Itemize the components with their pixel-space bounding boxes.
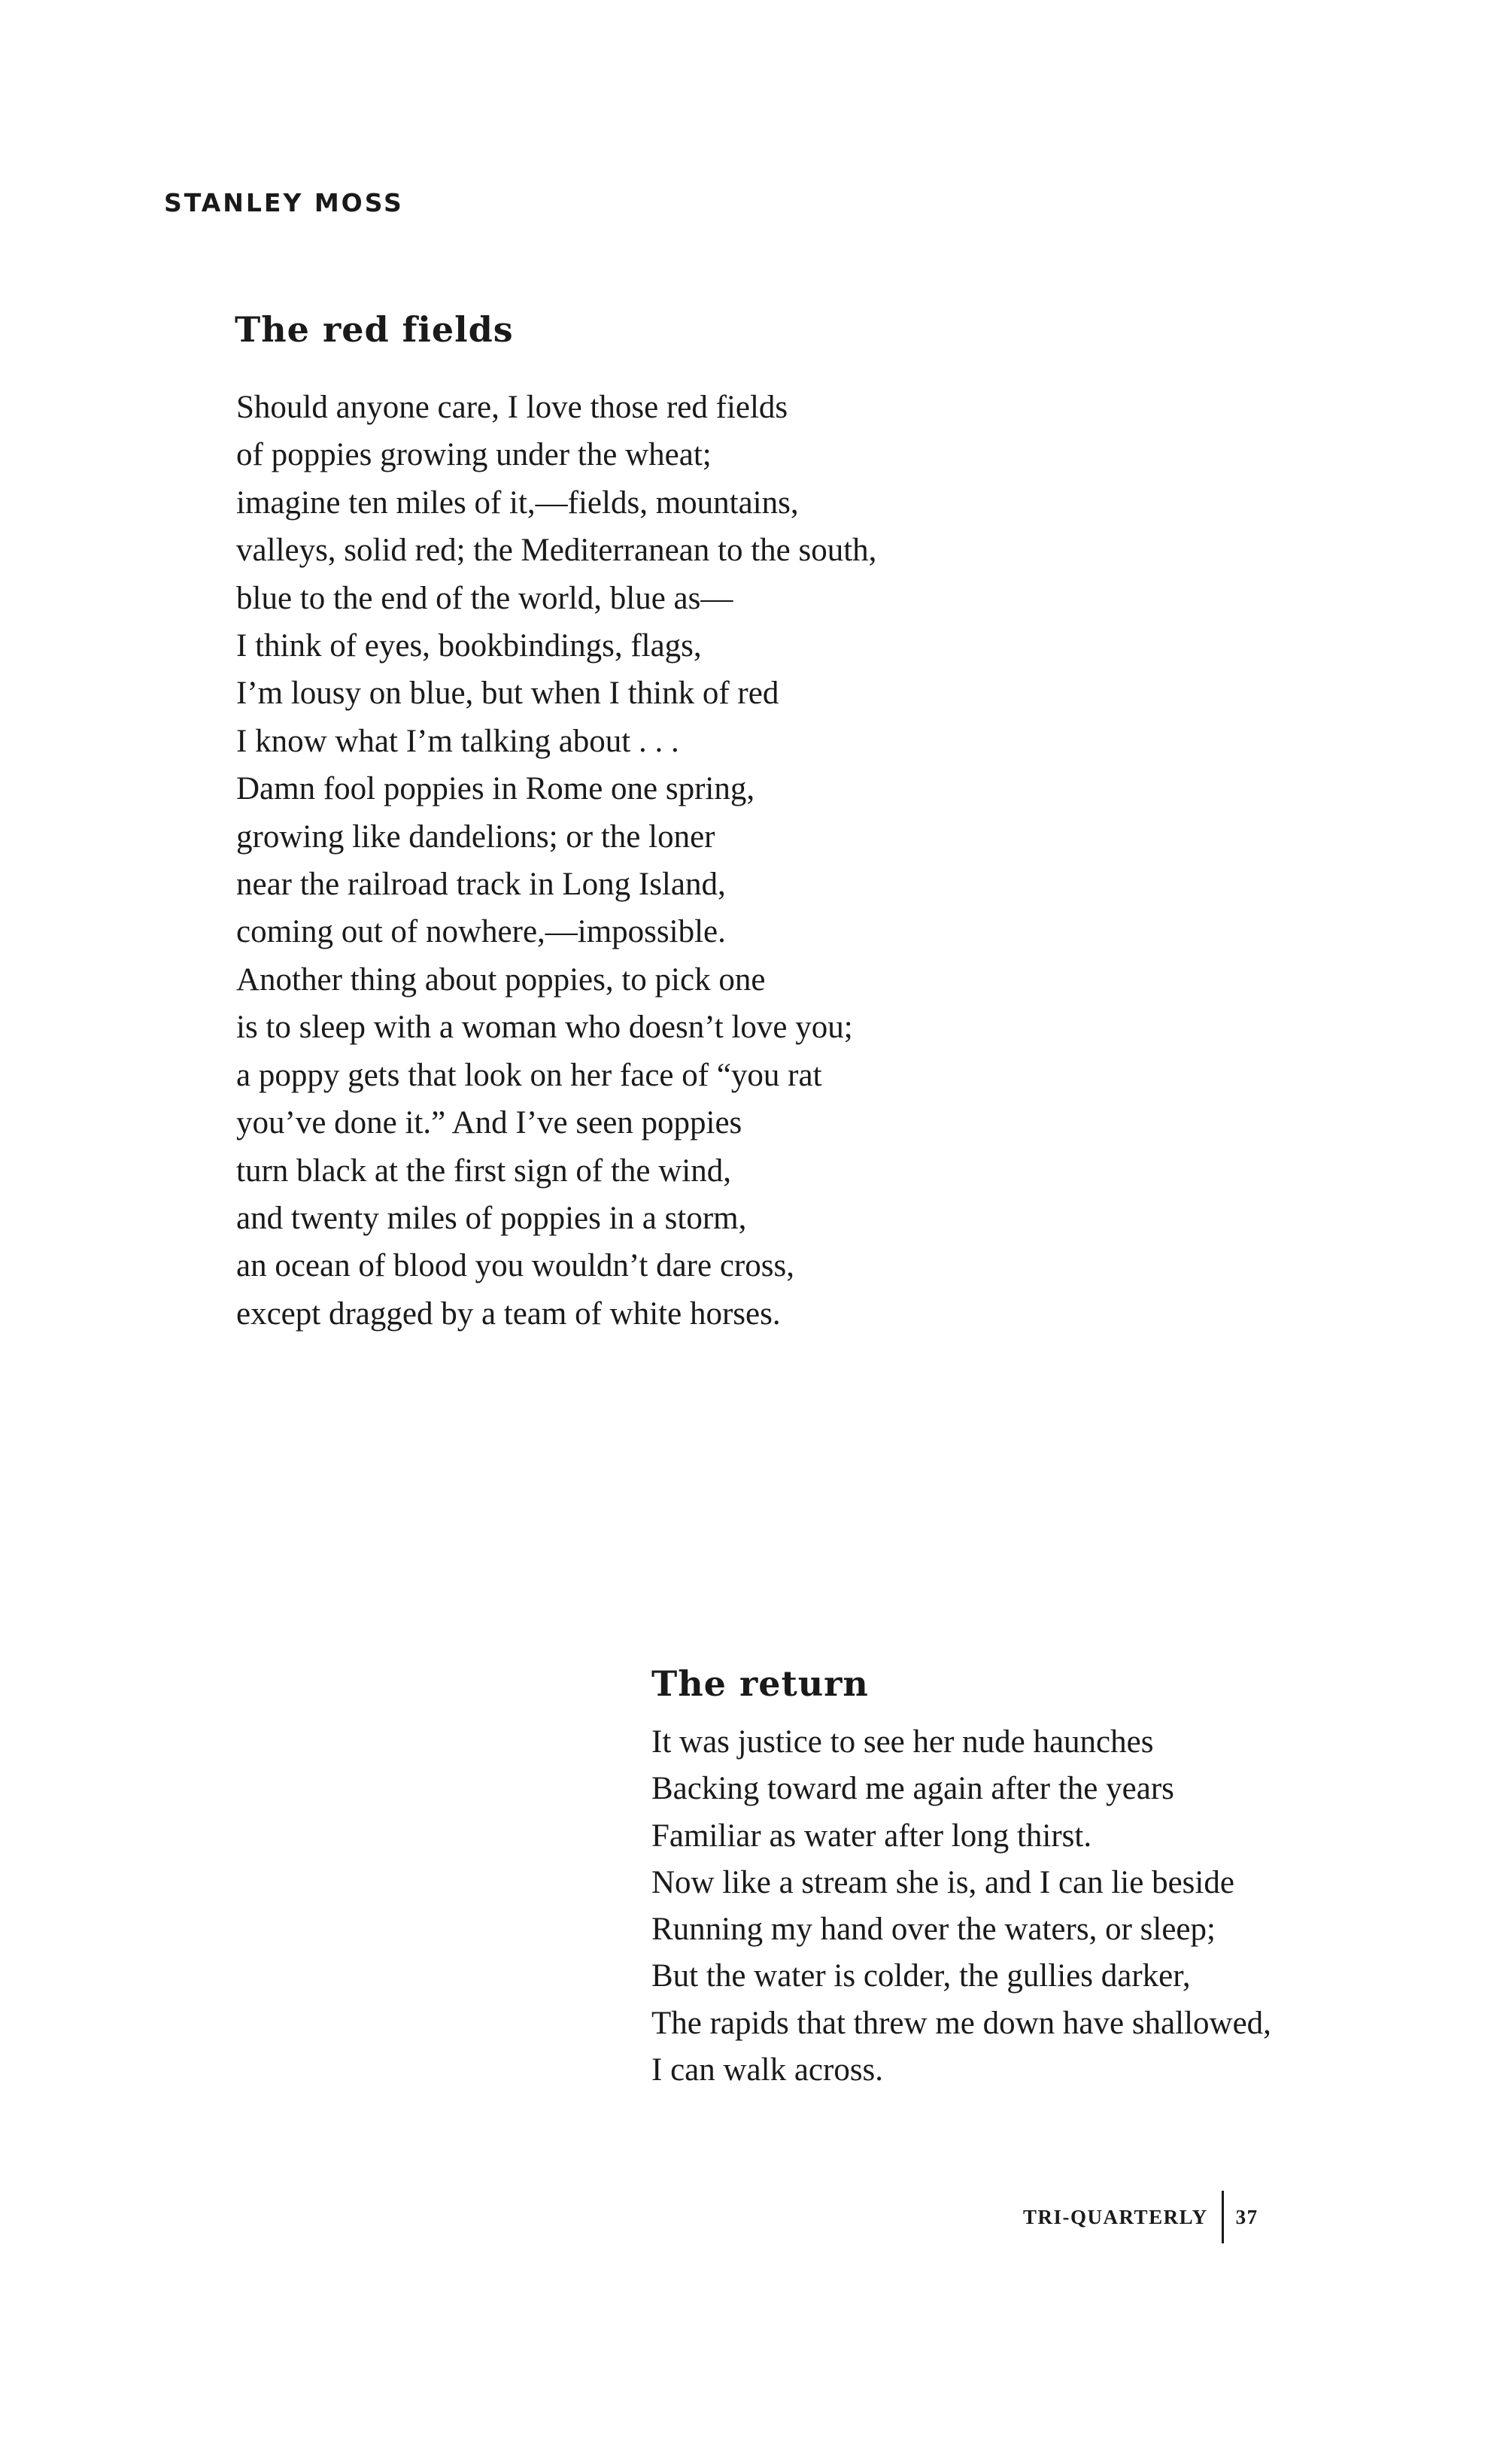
page-footer — [1023, 2191, 1258, 2243]
poem-line: near the railroad track in Long Island, — [236, 867, 726, 903]
poem-line: turn black at the first sign of the wind, — [236, 1153, 731, 1189]
poem-line: imagine ten miles of it,—fields, mountains, — [236, 484, 799, 521]
poem-line: blue to the end of the world, blue as— — [236, 580, 733, 616]
poem-line: Now like a stream she is, and I can lie beside — [651, 1864, 1234, 1900]
poem-line: I think of eyes, bookbindings, flags, — [236, 628, 702, 664]
poem-line: The rapids that threw me down have shallowed, — [651, 2005, 1271, 2041]
poem-title-red-fields: The red fields — [235, 309, 514, 350]
poem-line: of poppies growing under the wheat; — [236, 437, 712, 473]
poem-line: Running my hand over the waters, or sleep; — [651, 1912, 1216, 1948]
poem-title-return: The return — [651, 1663, 869, 1704]
poem-line: Should anyone care, I love those red fields — [236, 390, 788, 425]
poem-line: It was justice to see her nude haunches — [651, 1724, 1154, 1760]
footer-divider — [1222, 2191, 1224, 2243]
poem-body-red-fields — [236, 384, 876, 1338]
poem-body-return — [651, 1719, 1271, 2094]
poem-line: I’m lousy on blue, but when I think of red — [236, 676, 779, 712]
poem-line: Damn fool poppies in Rome one spring, — [236, 771, 755, 807]
poem-line: I know what I’m talking about . . . — [236, 723, 679, 759]
poem-line: except dragged by a team of white horses. — [236, 1295, 781, 1332]
poem-line: Another thing about poppies, to pick one — [236, 961, 766, 998]
journal-name: TRI-QUARTERLY — [1023, 2205, 1208, 2228]
poem-line: is to sleep with a woman who doesn’t love you; — [236, 1010, 853, 1046]
poem-line: But the water is colder, the gullies darker, — [651, 1958, 1191, 1994]
poem-line: growing like dandelions; or the loner — [236, 819, 715, 855]
poem-line: and twenty miles of poppies in a storm, — [236, 1200, 747, 1236]
poem-line: you’ve done it.” And I’ve seen poppies — [236, 1105, 742, 1141]
poem-line: an ocean of blood you wouldn’t dare cross, — [236, 1248, 794, 1284]
poem-line: Backing toward me again after the years — [651, 1771, 1174, 1807]
page-number: 37 — [1235, 2205, 1258, 2228]
poem-line: a poppy gets that look on her face of “you rat — [236, 1057, 822, 1093]
poem-line: coming out of nowhere,—impossible. — [236, 914, 726, 950]
author-name: STANLEY MOSS — [164, 188, 404, 217]
poem-line: valleys, solid red; the Mediterranean to the south, — [236, 533, 877, 569]
poem-line: Familiar as water after long thirst. — [651, 1818, 1092, 1854]
poem-line: I can walk across. — [651, 2052, 884, 2088]
